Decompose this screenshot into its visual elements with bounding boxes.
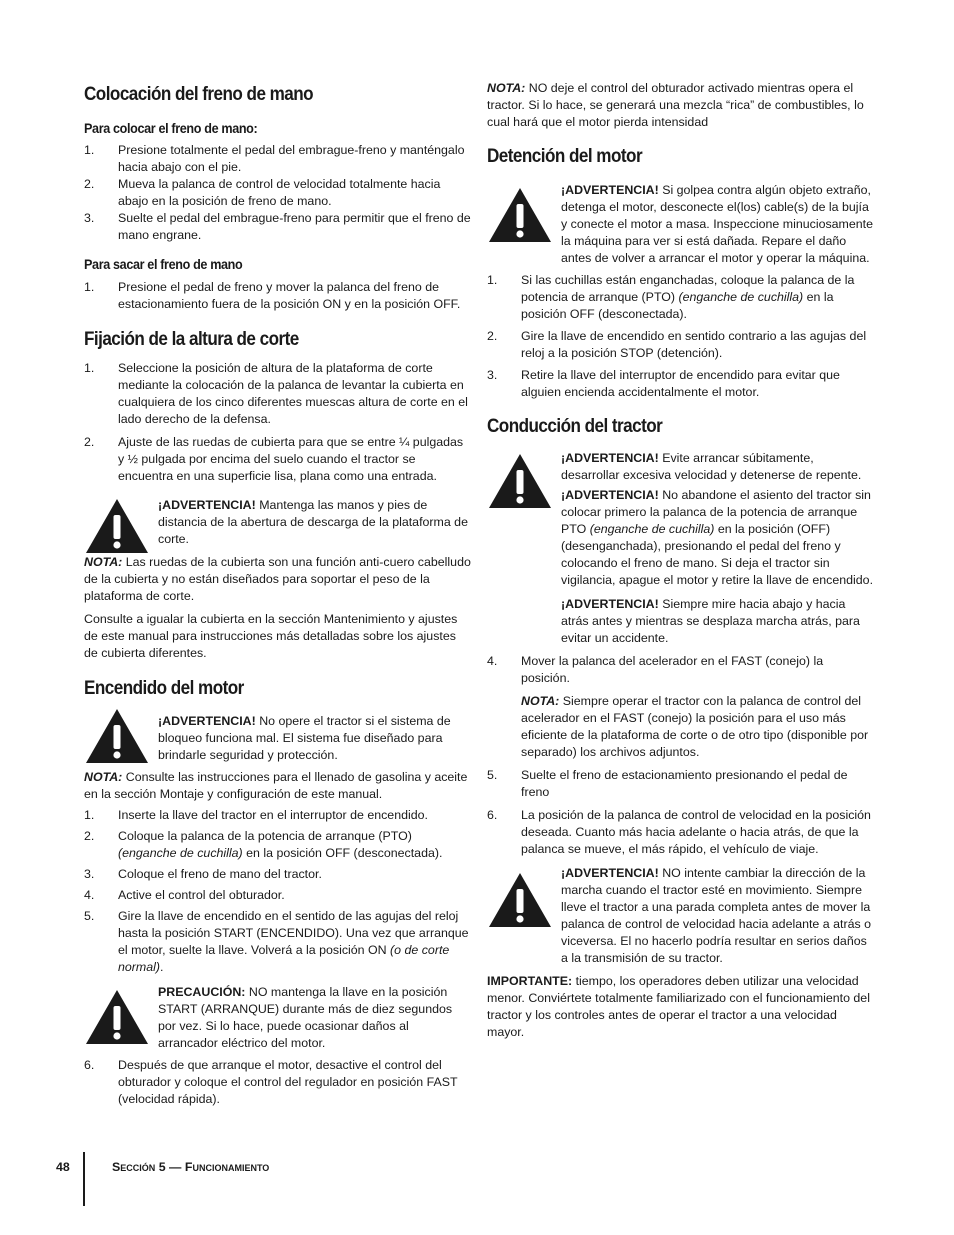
warning-text: ¡ADVERTENCIA! Si golpea contra algún objeto extraño, detenga el motor, desconecte el(los) cable(s) de la bujía y conecte el motor a masa. Inspeccione minuciosamente la máquina para ver si está dañada. Repare el daño antes de volver a arrancar el motor y operar la máquina. [561,183,873,265]
warning-text: ¡ADVERTENCIA! Siempre mire hacia abajo y hacia atrás antes y mientras se desplaza marcha atrás, para evitar un accidente. [561,597,860,645]
warning-block [84,497,472,548]
list-item: 3. Suelte el pedal del embrague-freno para permitir que el freno de mano engrane. [84,211,471,242]
page-number: 48 [56,1160,70,1174]
warning-text: ¡ADVERTENCIA! Mantenga las manos y pies de distancia de la abertura de descarga de la plataforma de corte. [158,498,468,546]
list-item: 2. Coloque la palanca de la potencia de arranque (PTO) (enganche de cuchilla) en la posición OFF (desconectada). [84,829,443,860]
warning-text: ¡ADVERTENCIA! NO intente cambiar la dirección de la marcha cuando el tractor esté en movimiento. Siempre lleve el tractor a una parada completa antes de mover la palanca de control de velocidad hacia adelante a atrás o viceversa. El no hacerlo podría resultar en serios daños a la transmisión de su tractor. [561,866,871,965]
warning-block [487,182,875,267]
warning-icon [487,452,553,510]
important-note: IMPORTANTE: tiempo, los operadores deben utilizar una velocidad menor. Conviértete totalmente familiarizado con el funcionamiento del tractor y los controles antes de operar el tractor a una velocidad mayor. [487,974,870,1039]
list-item: 1. Seleccione la posición de altura de la plataforma de corte mediante la colocación de la palanca de levantar la cubierta en cualquiera de los cinco diferentes muescas altura de corte en el lado derecho de la defensa. [84,361,468,426]
warning-text: ¡ADVERTENCIA! Evite arrancar súbitamente, desarrollar excesiva velocidad y detenerse de repente. [561,451,862,482]
list-item: 1. Presione totalmente el pedal del embrague-freno y manténgalo hacia abajo con el pie. [84,143,465,174]
heading-conduccion: Conducción del tractor [487,416,663,437]
list-item: 6. Después de que arranque el motor, desactive el control del obturador y coloque el control del regulador en posición FAST (velocidad rápida). [84,1058,458,1106]
right-column [487,80,875,1041]
heading-detencion: Detención del motor [487,146,643,167]
list-item: 5. Suelte el freno de estacionamiento presionando el pedal de freno [487,768,848,799]
heading-altura-corte: Fijación de la altura de corte [84,329,299,350]
subheading-colocar: Para colocar el freno de mano: [84,120,258,136]
warning-icon [487,186,553,244]
subheading-sacar: Para sacar el freno de mano [84,256,243,272]
list-item: 1. Inserte la llave del tractor en el interruptor de encendido. [84,808,428,822]
list-encendido [84,807,472,976]
list-sacar [84,279,472,313]
list-altura [84,360,472,485]
paragraph: Consulte a igualar la cubierta en la sección Mantenimiento y ajustes de este manual para instrucciones más detalladas sobre los ajustes de cubierta diferentes. [84,612,458,660]
note: NOTA: Siempre operar el tractor con la palanca de control del acelerador en el FAST (conejo) la posición para el uso más eficiente de la plataforma de corte o de otro tipo (disponible por separado) los archivos adjuntos. [521,694,869,759]
warning-text: ¡ADVERTENCIA! No opere el tractor si el sistema de bloqueo funciona mal. El sistema fue diseñado para brindarle seguridad y protección. [158,714,451,762]
section-title: Sección 5 — Funcionamiento [112,1160,270,1174]
warning-icon [84,497,150,555]
list-item: 4. Active el control del obturador. [84,888,285,902]
warning-block [487,450,875,647]
list-item: 3. Retire la llave del interruptor de encendido para evitar que alguien encienda accidentalmente el motor. [487,368,840,399]
list-item: 3. Coloque el freno de mano del tractor. [84,867,322,881]
list-item: 1. Presione el pedal de freno y mover la palanca del freno de estacionamiento fuera de la posición ON y en la posición OFF. [84,280,461,311]
caution-text: PRECAUCIÓN: NO mantenga la llave en la posición START (ARRANQUE) durante más de diez segundos por vez. Si lo hace, puede ocasionar daños al arrancador eléctrico del motor. [158,985,453,1050]
list-conduccion-cont [487,767,875,858]
list-item: 2. Gire la llave de encendido en sentido contrario a las agujas del reloj a la posición STOP (detención). [487,329,867,360]
warning-block [487,865,875,967]
left-column [84,80,472,1108]
footer-divider [83,1152,85,1206]
caution-block [84,984,472,1052]
warning-text: ¡ADVERTENCIA! No abandone el asiento del tractor sin colocar primero la palanca de la potencia de arranque PTO (enganche de cuchilla) en la posición (OFF) (desenganchada), presionando el pedal del freno y colocando el freno de mano. Si deja el tractor sin vigilancia, apague el motor y retire la llave de encendido. [561,488,874,587]
list-item: 5. Gire la llave de encendido en el sentido de las agujas del reloj hasta la posición START (ENCENDIDO). Una vez que arranque el motor, suelte la llave. Volverá a la posición ON (o de corte normal). [84,909,469,974]
list-encendido-cont [84,1057,472,1108]
list-conduccion [487,653,875,687]
list-item: 2. Mueva la palanca de control de velocidad totalmente hacia abajo en la posición de freno de mano. [84,177,441,208]
warning-icon [84,707,150,765]
note: NOTA: NO deje el control del obturador activado mientras opera el tractor. Si lo hace, se generará una mezcla “rica” de combustibles, lo cual hará que el motor pierda intensidad [487,81,864,129]
note: NOTA: Consulte las instrucciones para el llenado de gasolina y aceite en la sección Montaje y configuración de este manual. [84,770,468,801]
heading-encendido: Encendido del motor [84,678,244,699]
note: NOTA: Las ruedas de la cubierta son una función anti-cuero cabelludo de la cubierta y no están diseñados para soportar el peso de la plataforma de corte. [84,555,471,603]
list-item: 6. La posición de la palanca de control de velocidad en la posición deseada. Cuanto más hacia adelante o hacia atrás, de que la palanca se mueve, el más rápido, el vehículo de viaje. [487,808,871,856]
list-detencion [487,272,875,401]
list-item: 4. Mover la palanca del acelerador en el FAST (conejo) la posición. [487,654,824,685]
warning-block [84,713,472,764]
list-item: 1. Si las cuchillas están enganchadas, coloque la palanca de la potencia de arranque (PTO) (enganche de cuchilla) en la posición OFF (desconectada). [487,273,855,321]
warning-icon [84,988,150,1046]
list-item: 2. Ajuste de las ruedas de cubierta para que se entre ¼ pulgadas y ½ pulgada por encima del suelo cuando el tractor se encuentra en una superficie lisa, plana como una entrada. [84,435,464,483]
heading-freno-de-mano: Colocación del freno de mano [84,84,314,105]
list-colocar [84,142,472,244]
warning-icon [487,871,553,929]
